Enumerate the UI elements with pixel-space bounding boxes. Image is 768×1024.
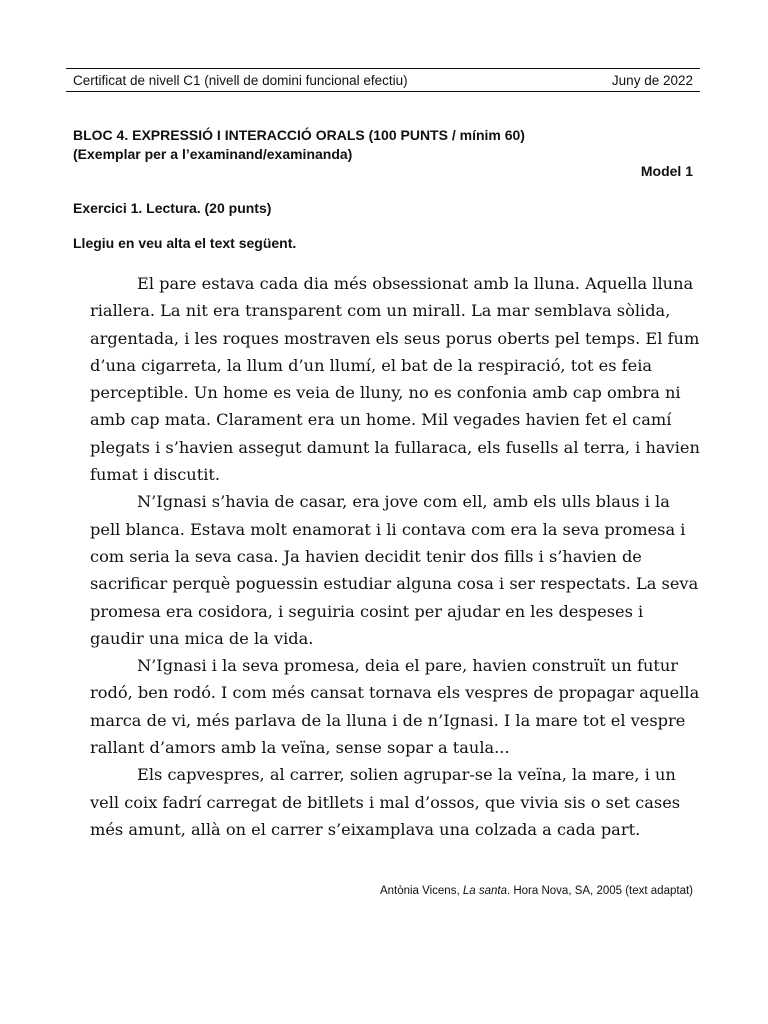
source-publisher: . Hora Nova, SA, 2005 (text adaptat): [506, 885, 693, 897]
reading-text: [90, 270, 700, 843]
bloc-title: BLOC 4. EXPRESSIÓ I INTERACCIÓ ORALS (100 PUNTS / mínim 60): [73, 127, 525, 143]
source-citation: [380, 885, 693, 897]
reading-instruction: Llegiu en veu alta el text següent.: [73, 235, 297, 251]
reading-paragraph: N’Ignasi s’havia de casar, era jove com ell, amb els ulls blaus i la pell blanca. Estava molt enamorat i li contava com era la seva promesa i com seria la seva casa. Ja havien decidit tenir dos fills i s’havien de sacrificar perquè poguessin estudiar alguna cosa i ser respectats. La seva promesa era cosidora, i seguiria cosint per ajudar en les despeses i gaudir una mica de la vida.: [90, 492, 699, 648]
source-work: La santa: [462, 885, 507, 897]
exercise-title: Exercici 1. Lectura. (20 punts): [73, 200, 272, 216]
bloc-heading: [73, 126, 525, 164]
reading-paragraph: N’Ignasi i la seva promesa, deia el pare, havien construït un futur rodó, ben rodó. I com més cansat tornava els vespres de propagar aquella marca de vi, més parlava de la lluna i de n’Ignasi. I la mare tot el vespre rallant d’amors amb la veïna, sense sopar a taula...: [90, 656, 700, 758]
certificate-level: Certificat de nivell C1 (nivell de domini funcional efectiu): [73, 72, 408, 88]
source-author: Antònia Vicens,: [379, 885, 463, 897]
reading-paragraph: Els capvespres, al carrer, solien agrupar-se la veïna, la mare, i un vell coix fadrí carregat de bitllets i mal d’ossos, que vivia sis o set cases més amunt, allà on el carrer s’eixamplava una colzada a cada part.: [90, 765, 681, 839]
reading-paragraph: El pare estava cada dia més obsessionat amb la lluna. Aquella lluna riallera. La nit era transparent com un mirall. La mar semblava sòlida, argentada, i les roques mostraven els seus porus oberts pel temps. El fum d’una cigarreta, la llum d’un llumí, el bat de la respiració, tot es feia perceptible. Un home es veia de lluny, no es confonia amb cap ombra ni amb cap mata. Clarament era un home. Mil vegades havien fet el camí plegats i s’havien assegut damunt la fullaraca, els fusells al terra, i havien fumat i discutit.: [90, 274, 700, 485]
bloc-subtitle: (Exemplar per a l’examinand/examinanda): [73, 146, 353, 162]
page-header: [66, 68, 700, 92]
model-label: Model 1: [640, 163, 693, 179]
exam-date: Juny de 2022: [611, 72, 693, 88]
